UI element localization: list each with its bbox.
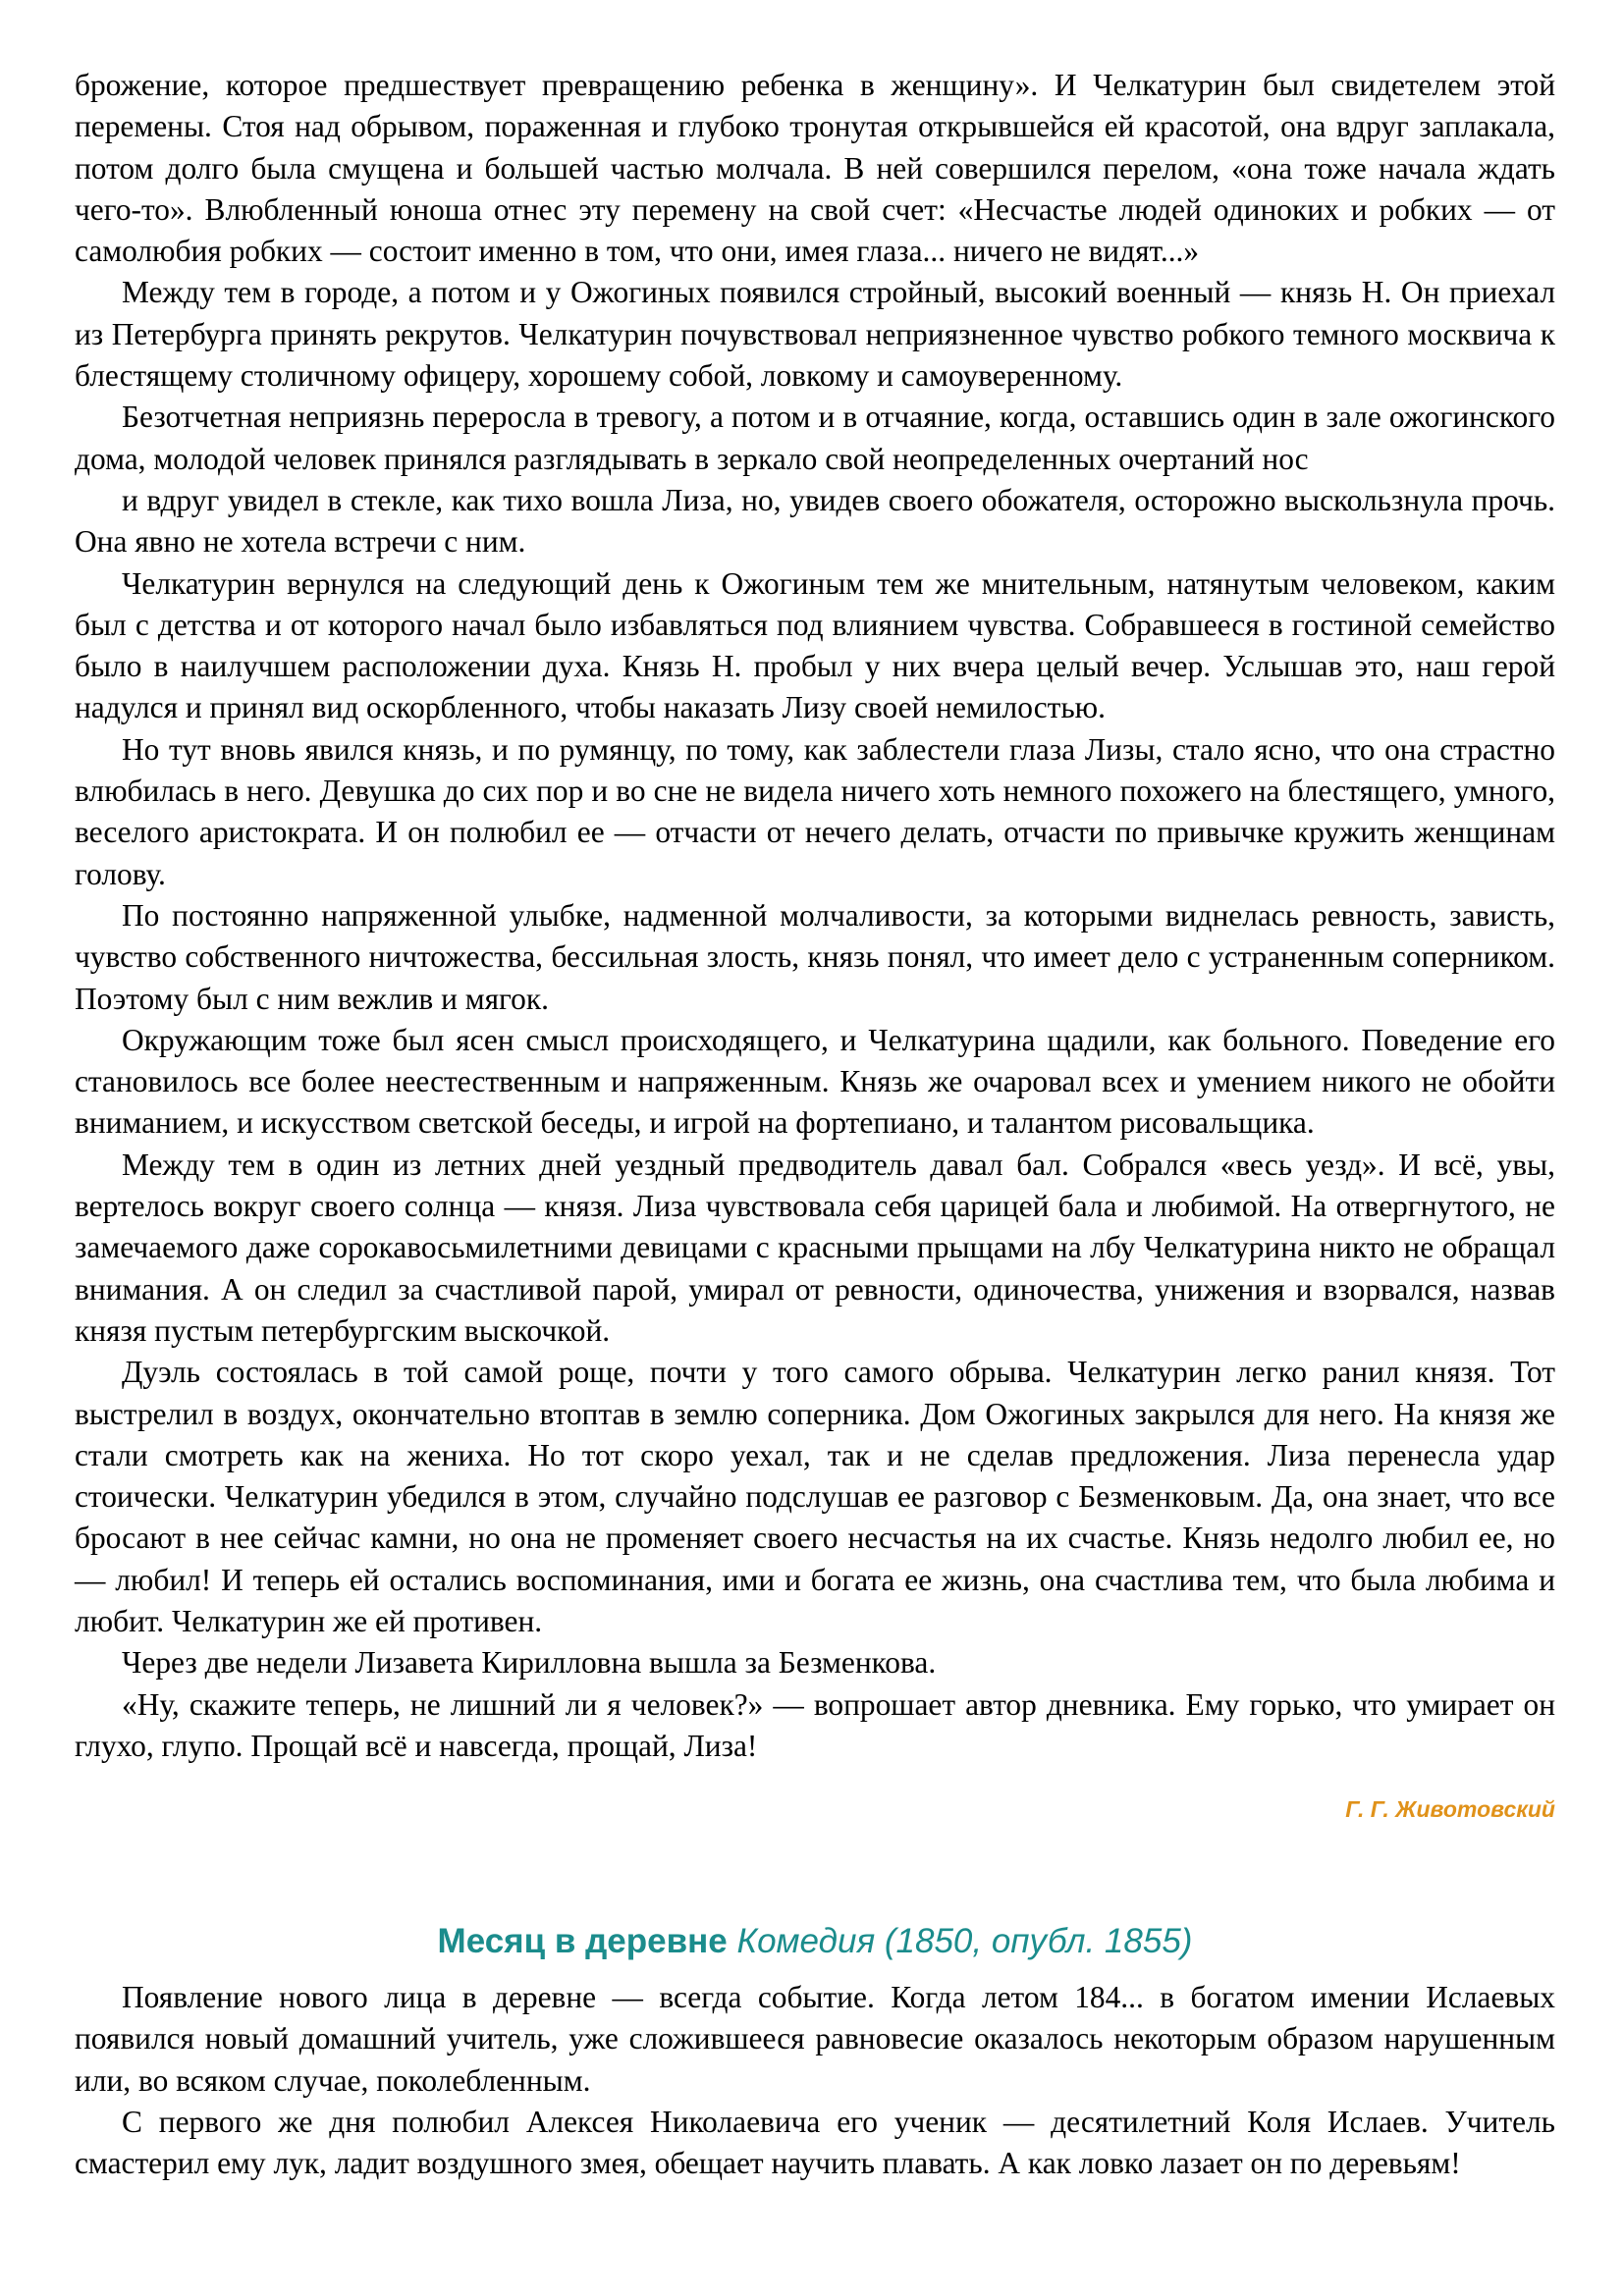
paragraph: «Ну, скажите теперь, не лишний ли я человек?» — вопрошает автор дневника. Ему горько, что умирает он глухо, глупо. Прощай всё и навсегда, прощай, Лиза! — [75, 1686, 1555, 1763]
paragraph: Между тем в один из летних дней уездный предводитель давал бал. Собрался «весь уезд». И всё, увы, вертелось вокруг своего солнца — князя. Лиза чувствовала себя царицей бала и любимой. На отвергнутого, не замечаемого даже сорокавосьмилетними девицами с красными прыщами на лбу Челкатурина никто не обращал внимания. А он следил за счастливой парой, умирал от ревности, одиночества, унижения и взорвался, назвав князя пустым петербургским выскочкой. — [75, 1147, 1555, 1348]
paragraph: Через две недели Лизавета Кирилловна вышла за Безменкова. — [122, 1645, 937, 1681]
section-heading — [75, 1920, 1555, 1963]
paragraph: и вдруг увидел в стекле, как тихо вошла Лиза, но, увидев своего обожателя, осторожно выскользнула прочь. Она явно не хотела встречи с ним. — [75, 482, 1555, 560]
paragraph: Дуэль состоялась в той самой роще, почти у того самого обрыва. Челкатурин легко ранил князя. Тот выстрелил в воздух, окончательно втоптав в землю соперника. Дом Ожогиных закрылся для него. На князя же стали смотреть как на жениха. Но тот скоро уехал, так и не сделав предложения. Лиза перенесла удар стоически. Челкатурин убедился в этом, случайно подслушав ее разговор с Безменковым. Да, она знает, что все бросают в нее сейчас камни, но она не променяет своего несчастья на их счастье. Князь недолго любил ее, но — любил! И теперь ей остались воспоминания, ими и богата ее жизнь, она счастлива тем, что была любима и любит. Челкатурин же ей противен. — [75, 1355, 1555, 1638]
paragraph: Между тем в городе, а потом и у Ожогиных появился стройный, высокий военный — князь Н. Он приехал из Петербурга принять рекрутов. Челкатурин почувствовал неприязненное чувство робкого темного москвича к блестящему столичному офицеру, хорошему собой, ловкому и самоуверенному. — [75, 275, 1555, 394]
paragraph: Появление нового лица в деревне — всегда событие. Когда летом 184... в богатом имении Ислаевых появился новый домашний учитель, уже сложившееся равновесие оказалось некоторым образом нарушенным или, во всяком случае, поколебленным. — [75, 1980, 1555, 2098]
author-signature: Г. Г. Животовский — [1345, 1796, 1555, 1823]
paragraph: Челкатурин вернулся на следующий день к Ожогиным тем же мнительным, натянутым человеком, каким был с детства и от которого начал было избавляться под влиянием чувства. Собравшееся в гостиной семейство было в наилучшем расположении духа. Князь Н. пробыл у них вчера целый вечер. Услышав это, наш герой надулся и принял вид оскорбленного, чтобы наказать Лизу своей немилостью. — [75, 565, 1555, 725]
paragraph: Окружающим тоже был ясен смысл происходящего, и Челкатурина щадили, как больного. Поведение его становилось все более неестественным и напряженным. Князь же очаровал всех и умением никого не обойти вниманием, и искусством светской беседы, и игрой на фортепиано, и талантом рисовальщика. — [75, 1022, 1555, 1141]
paragraph: По постоянно напряженной улыбке, надменной молчаливости, за которыми виднелась ревность, зависть, чувство собственного ничтожества, бессильная злость, князь понял, что имеет дело с устраненным соперником. Поэтому был с ним вежлив и мягок. — [75, 897, 1555, 1016]
paragraph: брожение, которое предшествует превращению ребенка в женщину». И Челкатурин был свидетелем этой перемены. Стоя над обрывом, пораженная и глубоко тронутая открывшейся ей красотой, она вдруг заплакала, потом долго была смущена и большей частью молчала. В ней совершился перелом, «она тоже начала ждать чего-то». Влюбленный юноша отнес эту перемену на свой счет: «Несчастье людей одиноких и робких — от самолюбия робких — состоит именно в том, что они, имея глаза... ничего не видят...» — [75, 68, 1555, 269]
section-title: Месяц в деревне — [437, 1922, 728, 1961]
paragraph: Но тут вновь явился князь, и по румянцу, по тому, как заблестели глаза Лизы, стало ясно, что она страстно влюбилась в него. Девушка до сих пор и во сне не видела ничего хоть немного похожего на блестящего, умного, веселого аристократа. И он полюбил ее — отчасти от нечего делать, отчасти по привычке кружить женщинам голову. — [75, 731, 1555, 891]
paragraph: Безотчетная неприязнь переросла в тревогу, а потом и в отчаяние, когда, оставшись один в зале ожогинского дома, молодой человек принялся разглядывать в зеркало свой неопределенных очертаний нос — [75, 400, 1555, 476]
document-page — [75, 65, 1555, 2185]
paragraph: С первого же дня полюбил Алексея Николаевича его ученик — десятилетний Коля Ислаев. Учитель смастерил ему лук, ладит воздушного змея, обещает научить плавать. А как ловко лазает он по деревьям! — [75, 2105, 1555, 2181]
section-subtitle: Комедия (1850, опубл. 1855) — [736, 1922, 1193, 1961]
